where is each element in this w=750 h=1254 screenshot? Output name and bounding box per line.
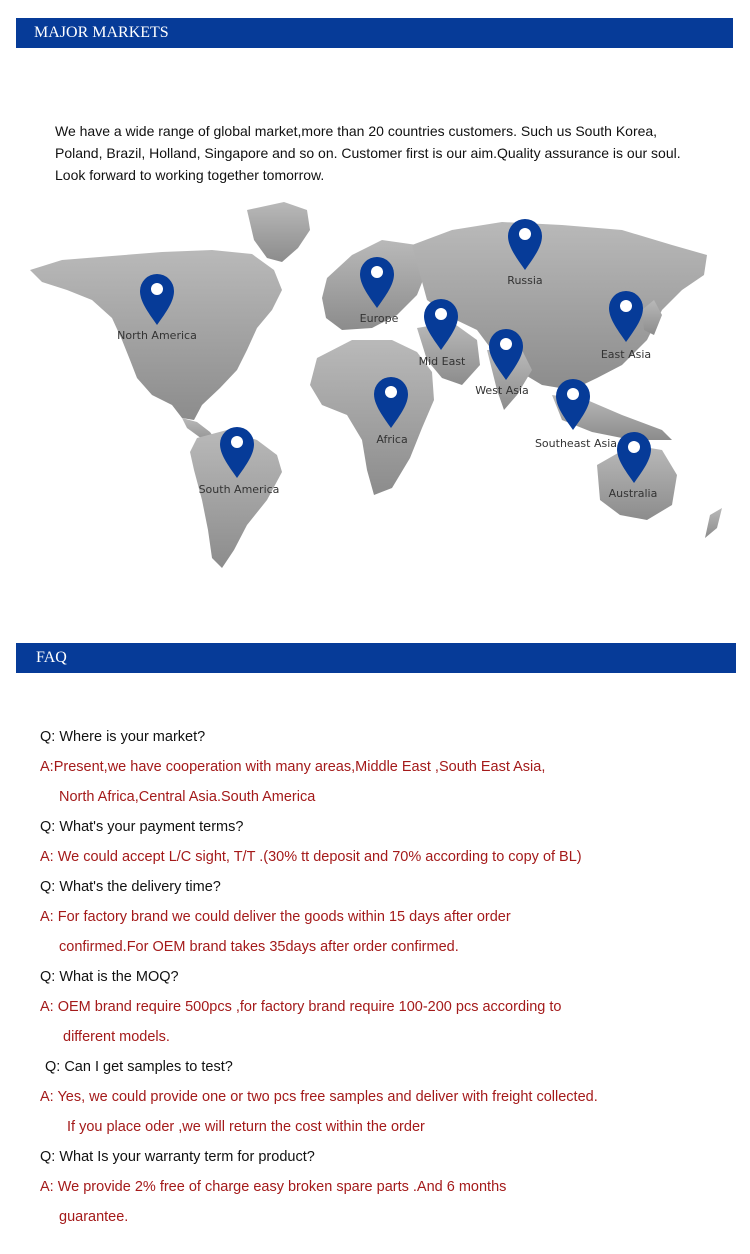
faq-answer: A: OEM brand require 500pcs ,for factory brand require 100-200 pcs according to bbox=[40, 999, 562, 1015]
world-map-graphic bbox=[22, 200, 734, 575]
faq-answer-continued: confirmed.For OEM brand takes 35days after order confirmed. bbox=[59, 939, 459, 955]
faq-answer: A:Present,we have cooperation with many areas,Middle East ,South East Asia, bbox=[40, 759, 546, 775]
faq-answer-continued: different models. bbox=[63, 1029, 170, 1045]
region-label-africa: Africa bbox=[376, 433, 408, 446]
faq-question: Q: What is the MOQ? bbox=[40, 969, 179, 985]
world-map bbox=[22, 200, 734, 575]
faq-answer-continued: North Africa,Central Asia.South America bbox=[59, 789, 316, 805]
faq-question: Q: What Is your warranty term for product? bbox=[40, 1149, 315, 1165]
intro-line: We have a wide range of global market,more than 20 countries customers. Such us South Korea, bbox=[55, 123, 658, 139]
major-markets-header: MAJOR MARKETS bbox=[16, 18, 733, 48]
faq-question: Q: What's the delivery time? bbox=[40, 879, 221, 895]
africa-land bbox=[310, 340, 434, 495]
region-label-australia: Australia bbox=[608, 487, 658, 500]
faq-answer: A: For factory brand we could deliver the goods within 15 days after order bbox=[40, 909, 511, 925]
faq-question: Q: Can I get samples to test? bbox=[45, 1059, 233, 1075]
intro-line: Look forward to working together tomorrow. bbox=[55, 167, 325, 183]
faq-answer-continued: If you place oder ,we will return the cost within the order bbox=[67, 1119, 425, 1135]
intro-line: Poland, Brazil, Holland, Singapore and so on. Customer first is our aim.Quality assurance is our soul. bbox=[55, 145, 681, 161]
region-label-west-asia: West Asia bbox=[475, 384, 529, 397]
faq-answer: A: Yes, we could provide one or two pcs free samples and deliver with freight collected. bbox=[40, 1089, 598, 1105]
faq-answer-continued: guarantee. bbox=[59, 1209, 129, 1225]
land-masses bbox=[30, 202, 722, 568]
faq-answer: A: We provide 2% free of charge easy broken spare parts .And 6 months bbox=[40, 1179, 507, 1195]
greenland-land bbox=[247, 202, 310, 262]
faq-question: Q: What's your payment terms? bbox=[40, 819, 244, 835]
new-zealand-land bbox=[705, 508, 722, 538]
region-label-europe: Europe bbox=[359, 312, 399, 325]
markets-intro bbox=[55, 120, 735, 186]
region-label-south-america: South America bbox=[198, 483, 280, 496]
region-label-southeast-asia: Southeast Asia bbox=[534, 437, 618, 450]
faq-header: FAQ bbox=[16, 643, 736, 673]
region-label-east-asia: East Asia bbox=[600, 348, 652, 361]
region-label-north-america: North America bbox=[117, 329, 197, 342]
region-label-russia: Russia bbox=[507, 274, 543, 287]
region-label-mid-east: Mid East bbox=[418, 355, 466, 368]
faq-question: Q: Where is your market? bbox=[40, 729, 206, 745]
faq-answer: A: We could accept L/C sight, T/T .(30% tt deposit and 70% according to copy of BL) bbox=[40, 849, 582, 865]
